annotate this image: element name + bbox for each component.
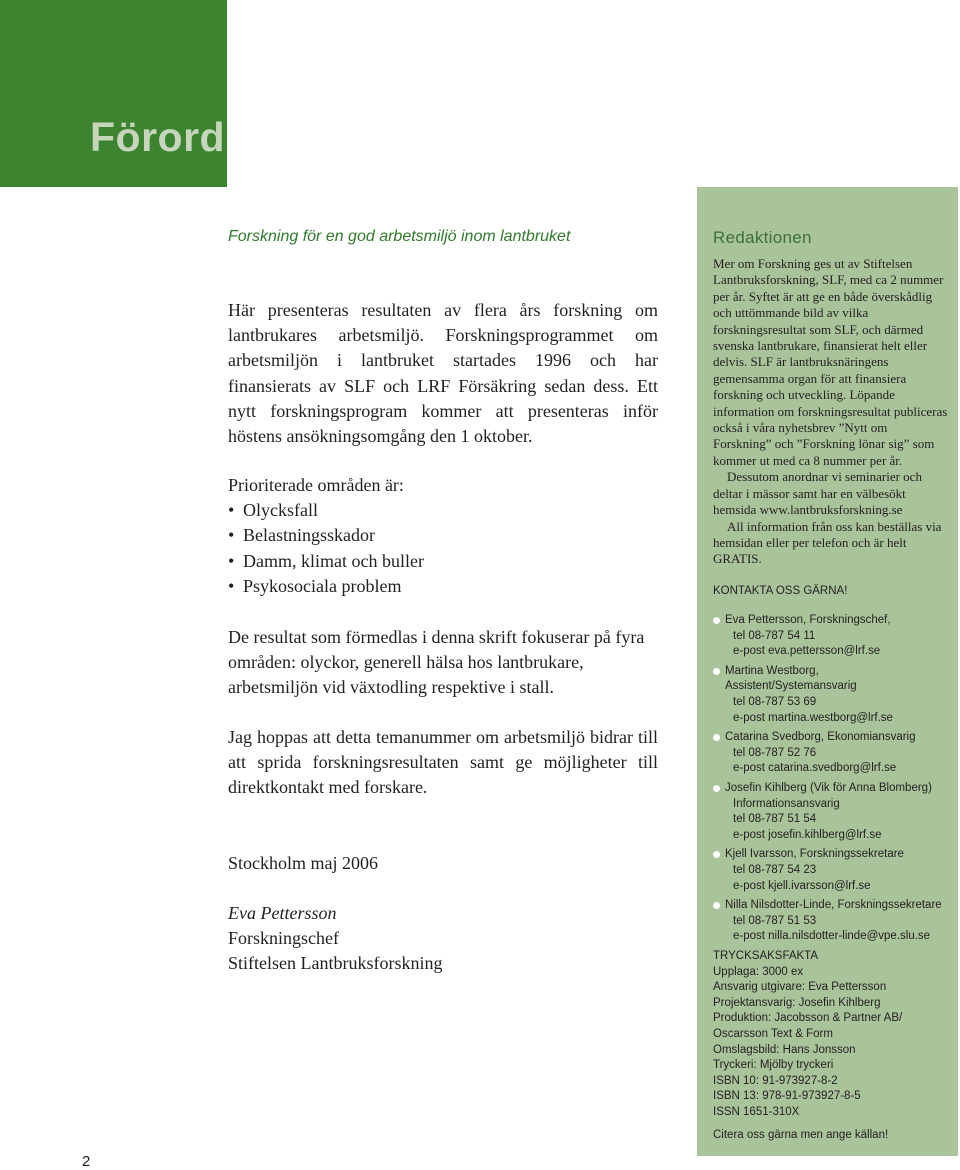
results-section (228, 625, 658, 701)
bullet-icon (713, 785, 720, 792)
list-item: • Damm, klimat och buller (228, 549, 658, 574)
bullet-icon (713, 668, 720, 675)
contact-phone: tel 08-787 54 23 (733, 863, 817, 876)
sidebar-paragraph: Dessutom anordnar vi seminarier och deltar i mässor samt har en välbesökt hemsida www.lantbruksforskning.se (713, 469, 922, 518)
hope-paragraph: Jag hoppas att detta temanummer om arbetsmiljö bidrar till att sprida forskningsresultaten samt ge möjligheter till direktkontakt med forskare. (228, 727, 658, 798)
print-fact: Tryckeri: Mjölby tryckeri (713, 1059, 834, 1072)
results-paragraph: De resultat som förmedlas i denna skrift fokuserar på fyra områden: olyckor, generell hälsa hos lantbrukare, arbetsmiljön vid växtodling respektive i stall. (228, 627, 645, 698)
bullet-icon (713, 902, 720, 909)
contact-email[interactable]: e-post josefin.kihlberg@lrf.se (733, 828, 882, 841)
sidebar-paragraph: Mer om Forskning ges ut av Stiftelsen Lantbruksforskning, SLF, med ca 2 nummer per år. Syftet är att ge en både överskådlig och uttömmande bild av vilka forskningsresultat som SLF, och därmed svenska lantbrukare, finansierat helt eller delvis. SLF är lantbruksnäringens gemensamma organ för att finansiera forskning och utveckling. Löpande information om forskningsresultat publiceras också i våra nyhetsbrev ”Nytt om Forskning” och ”Forskning lönar sig” som kommer ut med ca 8 nummer per år. (713, 256, 948, 468)
list-item: • Belastningsskador (228, 523, 658, 548)
contact-item (713, 847, 949, 894)
page-subtitle: Forskning för en god arbetsmiljö inom lantbruket (228, 228, 571, 245)
bullet-icon: • (228, 550, 235, 571)
intro-section (228, 298, 658, 449)
contact-email[interactable]: e-post martina.westborg@lrf.se (733, 711, 893, 724)
sidebar-heading: Redaktionen (713, 228, 812, 247)
contact-name: Martina Westborg, Assistent/Systemansvarig (725, 664, 857, 693)
contact-email[interactable]: e-post nilla.nilsdotter-linde@vpe.slu.se (733, 930, 931, 943)
title-block (0, 0, 227, 187)
contact-phone: tel 08-787 51 53 (733, 914, 817, 927)
priorities-section (228, 473, 658, 599)
cite-note: Citera oss gärna men ange källan! (713, 1129, 889, 1141)
print-fact: ISBN 10: 91-973927-8-2 (713, 1074, 838, 1087)
signature-title: Forskningschef (228, 928, 339, 949)
editorial-sidebar (697, 187, 958, 1156)
signature-name: Eva Pettersson (228, 903, 337, 923)
sidebar-paragraph: All information från oss kan beställas via hemsidan eller per telefon och är helt GRATIS. (713, 518, 942, 567)
intro-paragraph: Här presenteras resultaten av flera års forskning om lantbrukares arbetsmiljö. Forskningsprogrammet om arbetsmiljön i lantbruket startades 1996 och har finansierats av SLF och LRF Försäkring sedan dess. Ett nytt forskningsprogram kommer att presenteras inför höstens ansökningsomgång den 1 oktober. (228, 300, 658, 447)
contact-item (713, 898, 949, 945)
page-number: 2 (82, 1153, 91, 1170)
contact-email[interactable]: e-post eva.pettersson@lrf.se (733, 645, 881, 658)
priorities-list (228, 498, 658, 599)
bullet-icon (713, 734, 720, 741)
contact-list (713, 613, 949, 949)
contact-role: Informationsansvarig (733, 797, 840, 810)
print-fact: Oscarsson Text & Form (713, 1027, 833, 1040)
hope-section (228, 725, 658, 801)
print-facts-heading: TRYCKSAKSFAKTA (713, 950, 819, 962)
place-date: Stockholm maj 2006 (228, 853, 378, 873)
contact-item (713, 664, 949, 726)
contact-phone: tel 08-787 51 54 (733, 813, 817, 826)
contact-name: Catarina Svedborg, Ekonomiansvarig (725, 731, 916, 744)
signature (228, 901, 658, 977)
contact-name: Nilla Nilsdotter-Linde, Forskningssekretare (725, 899, 942, 912)
contact-phone: tel 08-787 53 69 (733, 695, 817, 708)
print-fact: Produktion: Jacobsson & Partner AB/ (713, 1012, 903, 1025)
print-fact: Ansvarig utgivare: Eva Pettersson (713, 981, 887, 994)
contact-name: Josefin Kihlberg (Vik för Anna Blomberg) (725, 781, 932, 794)
print-fact: Omslagsbild: Hans Jonsson (713, 1043, 856, 1056)
bullet-icon: • (228, 575, 235, 596)
bullet-icon: • (228, 525, 235, 546)
contact-item (713, 613, 949, 660)
print-fact: Projektansvarig: Josefin Kihlberg (713, 996, 881, 1009)
contact-name: Eva Pettersson, Forskningschef, (725, 614, 891, 626)
list-item: • Psykosociala problem (228, 574, 658, 599)
contact-phone: tel 08-787 52 76 (733, 746, 817, 759)
sidebar-text (713, 256, 949, 568)
contact-item (713, 730, 949, 777)
contact-email[interactable]: e-post kjell.ivarsson@lrf.se (733, 879, 871, 892)
signature-org: Stiftelsen Lantbruksforskning (228, 953, 443, 974)
place-date-section (228, 851, 658, 876)
contact-phone: tel 08-787 54 11 (733, 629, 816, 642)
print-fact: ISBN 13: 978-91-973927-8-5 (713, 1090, 861, 1103)
print-facts (713, 949, 949, 1121)
page-title: Förord (90, 114, 226, 160)
contact-item (713, 781, 949, 843)
priorities-heading: Prioriterade områden är: (228, 475, 404, 495)
list-item: • Olycksfall (228, 498, 658, 523)
contact-name: Kjell Ivarsson, Forskningssekretare (725, 848, 904, 861)
print-fact: Upplaga: 3000 ex (713, 965, 804, 978)
contact-heading: KONTAKTA OSS GÄRNA! (713, 585, 848, 597)
contact-email[interactable]: e-post catarina.svedborg@lrf.se (733, 762, 897, 775)
bullet-icon (713, 617, 720, 624)
bullet-icon: • (228, 500, 235, 521)
print-fact: ISSN 1651-310X (713, 1105, 800, 1118)
bullet-icon (713, 851, 720, 858)
